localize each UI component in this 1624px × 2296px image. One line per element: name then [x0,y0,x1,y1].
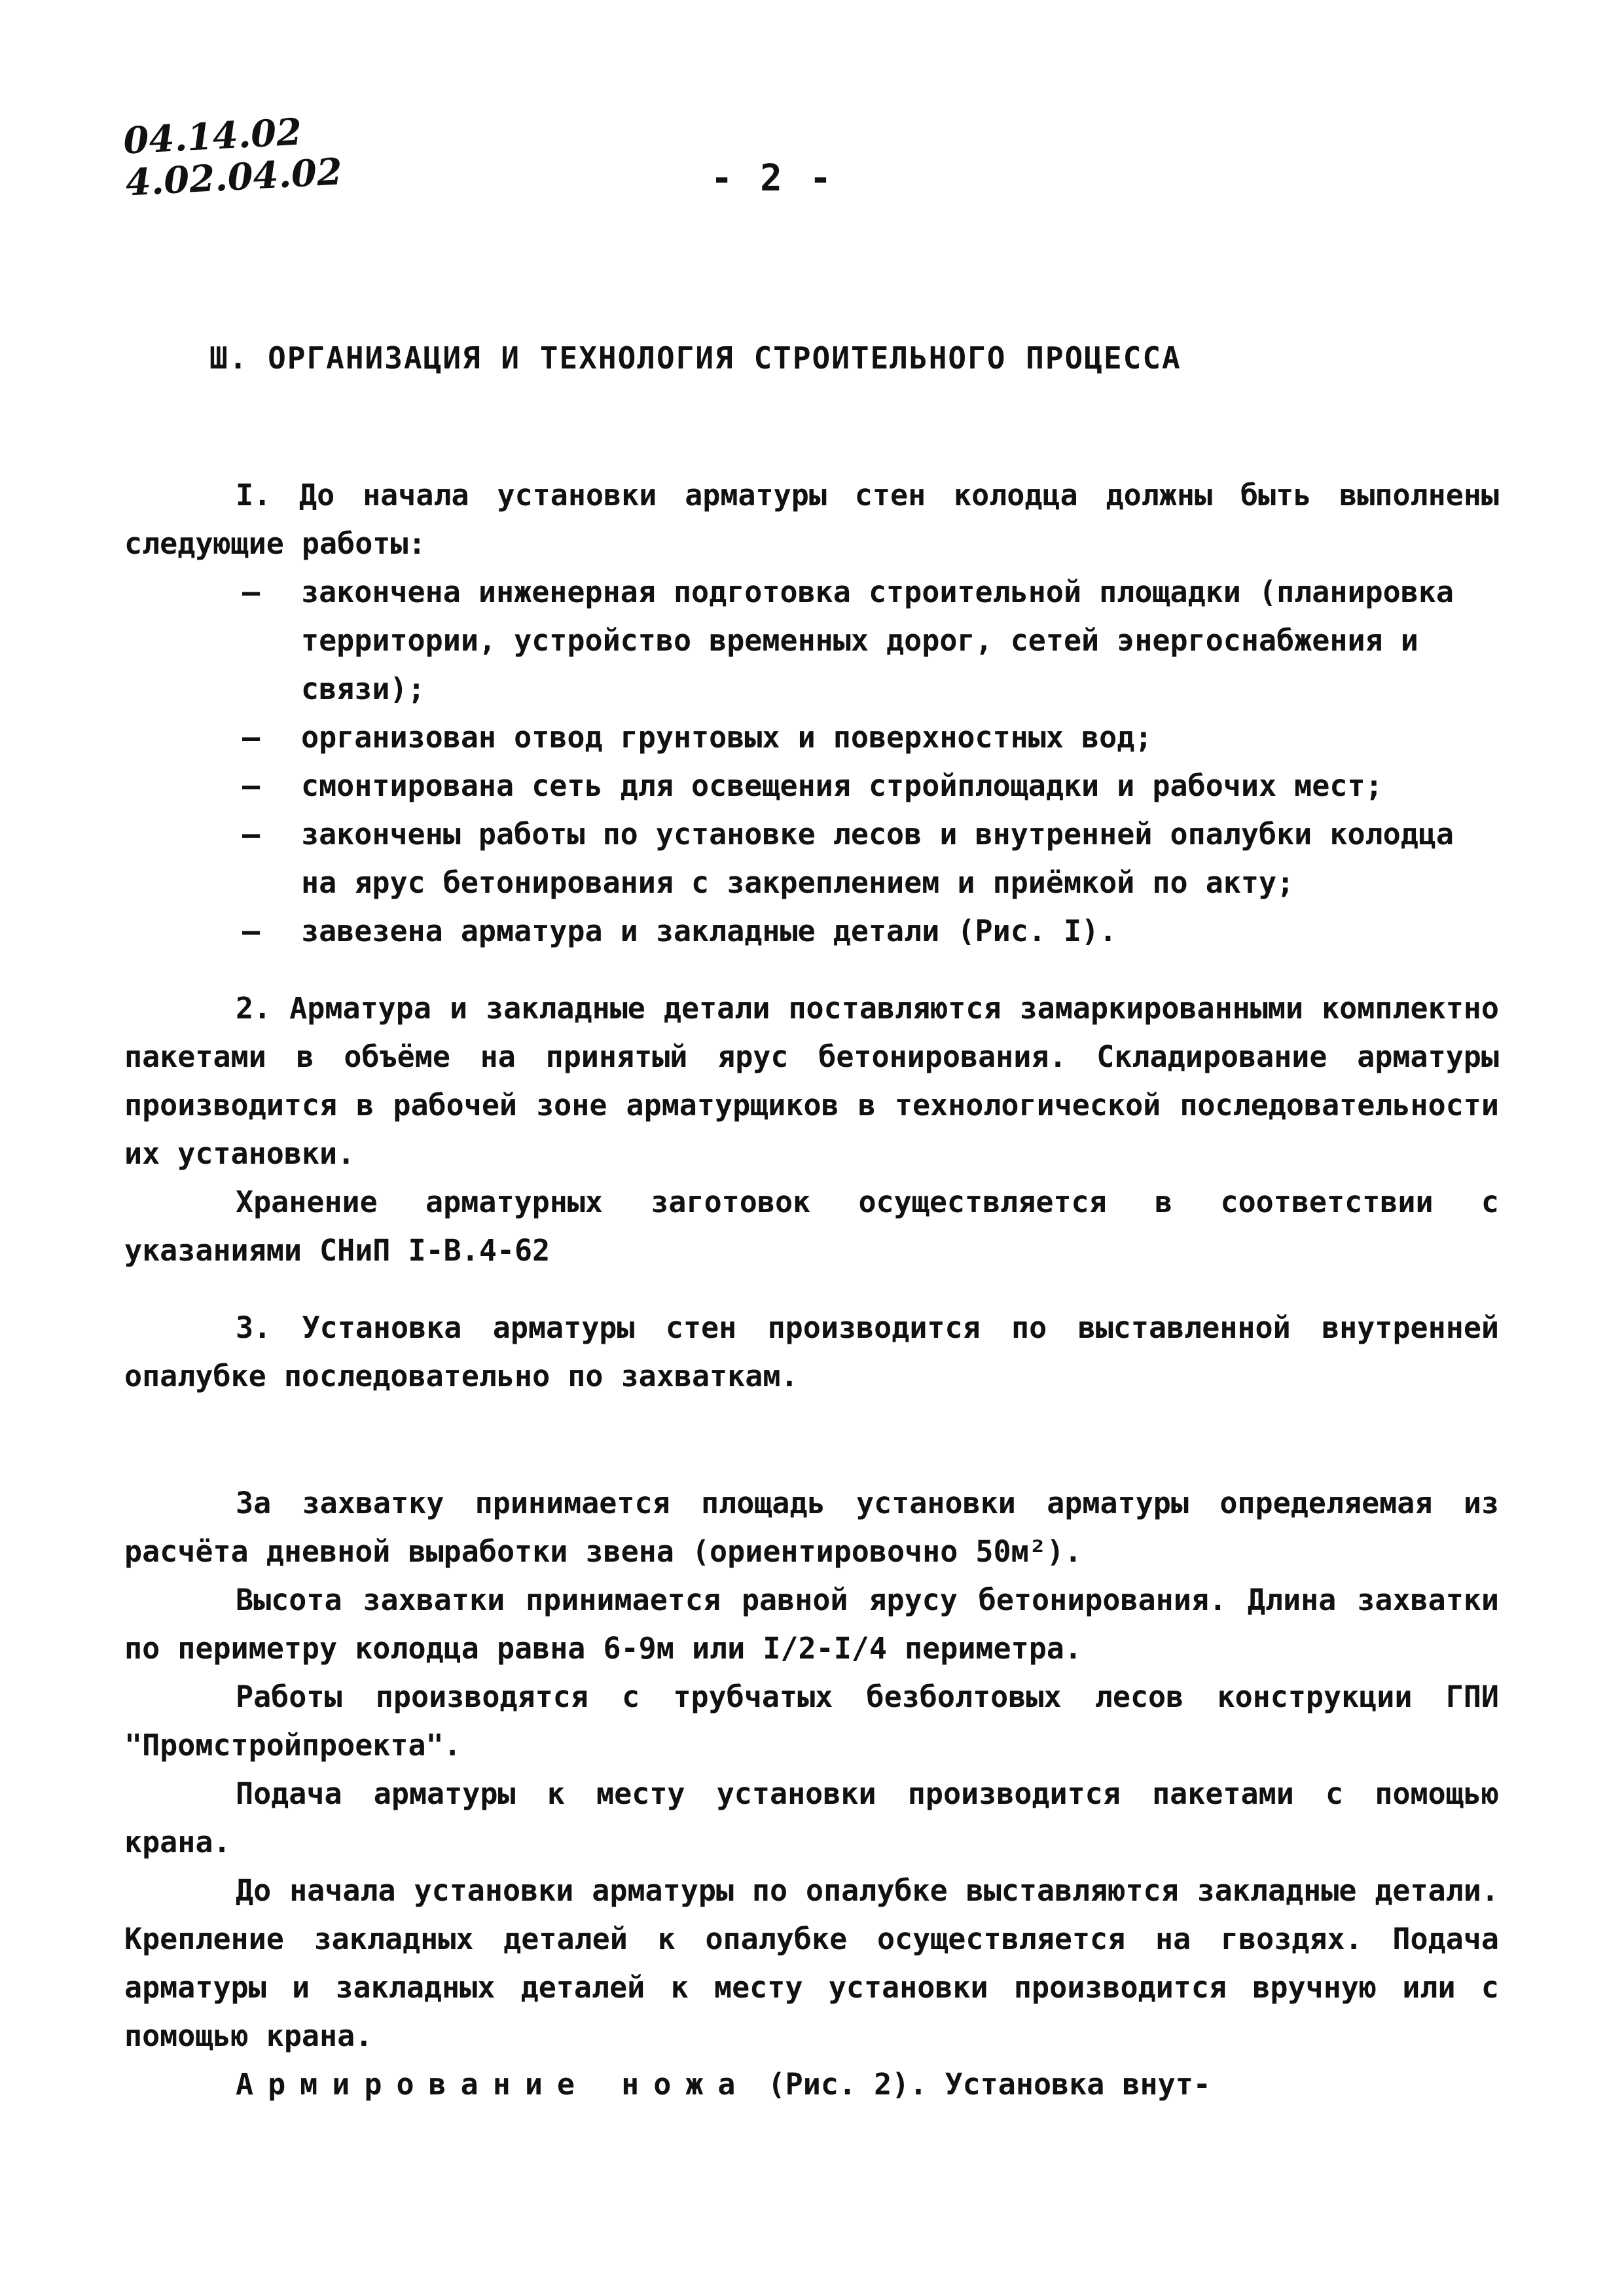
handwritten-code-line1: 04.14.02 [122,110,303,163]
scaffolding-paragraph: Работы производятся с трубчатых безболтовых лесов конструкции ГПИ "Промстройпроекта". [124,1679,1499,1763]
item1-bullet-list [124,568,1499,956]
knife-reinforcement-text: (Рис. 2). Установка внут- [749,2067,1211,2102]
bullet-item: – завезена арматура и закладные детали (Рис. I). [301,907,1499,956]
page-number: - 2 - [710,157,835,200]
embedded-parts-paragraph: До начала установки арматуры по опалубке выставляются закладные детали. Крепление закладных деталей к опалубке осуществляется на гвоздях. Подача арматуры и закладных деталей к месту установки производится вручную или с помощью крана. [124,1873,1499,2053]
knife-reinforcement-paragraph [124,2060,1499,2109]
item2-storage-paragraph: Хранение арматурных заготовок осуществляется в соответствии с указаниями СНиП I-В.4-62 [124,1185,1499,1268]
item3-paragraph: 3. Установка арматуры стен производится по выставленной внутренней опалубке последовательно по захваткам. [124,1310,1499,1393]
body-text [124,471,1499,2109]
capture-area-paragraph: За захватку принимается площадь установки арматуры определяемая из расчёта дневной выработки звена (ориентировочно 50м²). [124,1486,1499,1569]
item2-paragraph: 2. Арматура и закладные детали поставляются замаркированными комплектно пакетами в объёме на принятый ярус бетонирования. Складирование арматуры производится в рабочей зоне арматурщиков в технологической последовательности их установки. [124,991,1499,1171]
bullet-item: – закончены работы по установке лесов и внутренней опалубки колодца на ярус бетонирования с закреплением и приёмкой по акту; [301,810,1499,907]
bullet-item: – смонтирована сеть для освещения стройплощадки и рабочих мест; [301,762,1499,810]
bullet-item: – организован отвод грунтовых и поверхностных вод; [301,713,1499,762]
bullet-item: – закончена инженерная подготовка строительной площадки (планировка территории, устройство временных дорог, сетей энергоснабжения и связи); [301,568,1499,713]
knife-reinforcement-heading: Армирование ножа [236,2067,750,2102]
item1-intro: I. До начала установки арматуры стен колодца должны быть выполнены следующие работы: [124,478,1499,561]
section-title: Ш. ОРГАНИЗАЦИЯ И ТЕХНОЛОГИЯ СТРОИТЕЛЬНОГО ПРОЦЕССА [209,340,1182,376]
handwritten-code-line2: 4.02.04.02 [124,150,344,205]
capture-height-paragraph: Высота захватки принимается равной ярусу бетонирования. Длина захватки по периметру колодца равна 6-9м или I/2-I/4 периметра. [124,1583,1499,1666]
crane-supply-paragraph: Подача арматуры к месту установки производится пакетами с помощью крана. [124,1776,1499,1859]
